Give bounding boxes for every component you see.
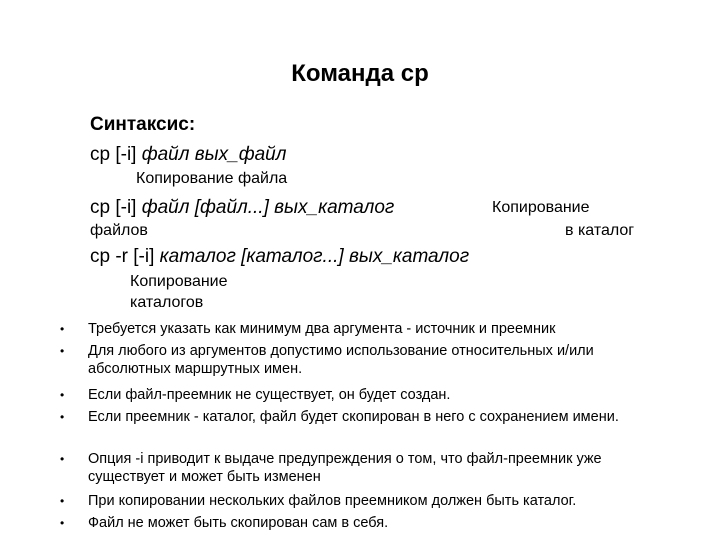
slide-title: Команда cp	[291, 60, 429, 87]
syntax-form-1	[90, 144, 286, 166]
bullet-icon: •	[60, 388, 65, 402]
list-item-text: Если преемник - каталог, файл будет скопирован в него с сохранением имени.	[88, 409, 619, 425]
form-2-description-part-1: Копирование	[492, 199, 590, 216]
command-text: cp [-i]	[90, 197, 137, 218]
bullet-icon: •	[60, 516, 65, 530]
bullet-icon: •	[60, 344, 65, 358]
form-3-description-line-2: каталогов	[130, 294, 204, 311]
command-args: файл [файл...] вых_каталог	[141, 197, 395, 218]
list-item-text: Опция -i приводит к выдаче предупреждения о том, что файл-преемник уже существует и может быть изменен	[88, 451, 602, 485]
form-2-description-part-3: в каталог	[565, 222, 635, 239]
bullet-icon: •	[60, 494, 65, 508]
list-item-text: Файл не может быть скопирован сам в себя.	[88, 515, 389, 531]
syntax-form-2	[90, 197, 394, 219]
bullet-icon: •	[60, 452, 65, 466]
form-3-description-line-1: Копирование	[130, 273, 228, 290]
syntax-heading: Синтаксис:	[90, 114, 196, 135]
bullet-icon: •	[60, 410, 65, 424]
command-args: файл вых_файл	[141, 144, 287, 165]
command-text: cp [-i]	[90, 144, 137, 165]
list-item-text: Для любого из аргументов допустимо использование относительных и/или абсолютных маршрутных имен.	[88, 343, 594, 377]
list-item-text: Если файл-преемник не существует, он будет создан.	[88, 387, 451, 403]
syntax-form-3	[90, 246, 469, 268]
form-2-description-part-2: файлов	[90, 222, 148, 239]
command-text: cp -r [-i]	[90, 246, 155, 267]
form-1-description: Копирование файла	[136, 170, 288, 187]
bullet-icon: •	[60, 322, 65, 336]
list-item-text: При копировании нескольких файлов преемником должен быть каталог.	[88, 493, 577, 509]
command-args: каталог [каталог...] вых_каталог	[159, 246, 470, 267]
list-item-text: Требуется указать как минимум два аргумента - источник и преемник	[88, 321, 556, 337]
